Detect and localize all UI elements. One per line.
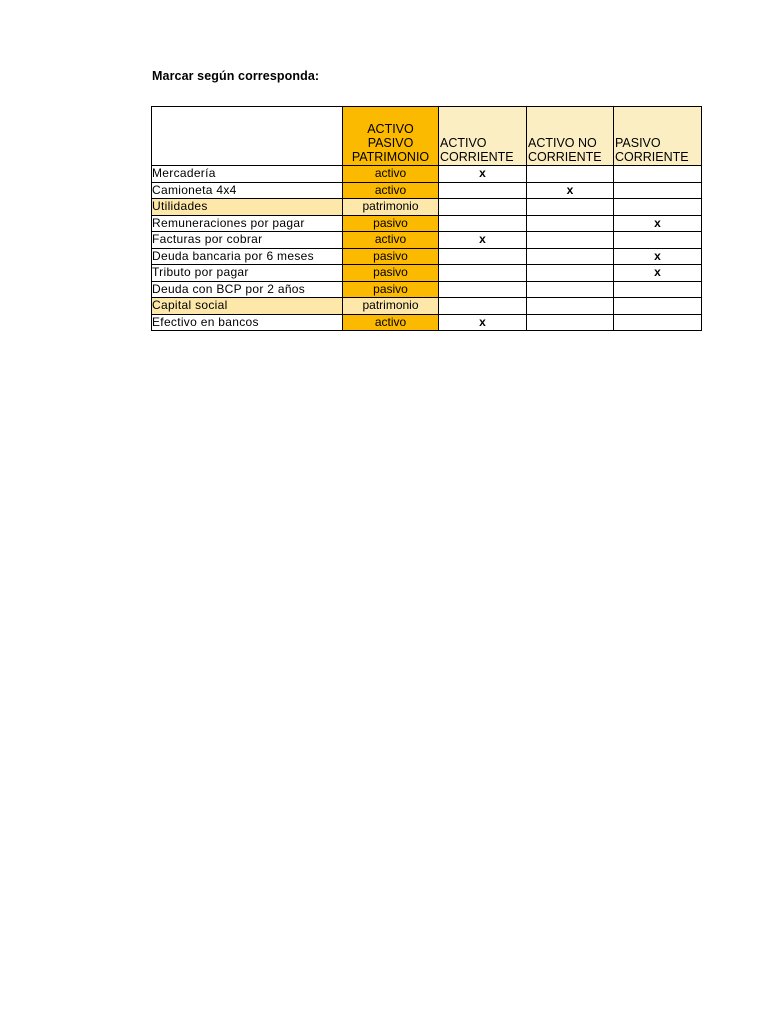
mark-pasivo-corriente [614, 199, 702, 216]
header-cell-pasivo-corriente [614, 107, 702, 166]
header-line: ACTIVO [440, 136, 487, 150]
header-row [152, 107, 702, 166]
row-type: activo [343, 166, 439, 183]
mark-activo-corriente [439, 248, 527, 265]
table-row [152, 281, 702, 298]
row-type: activo [343, 232, 439, 249]
mark-activo-corriente [439, 215, 527, 232]
mark-activo-no-corriente [527, 215, 614, 232]
mark-activo-no-corriente [527, 265, 614, 282]
row-label: Efectivo en bancos [152, 314, 343, 331]
mark-activo-corriente: x [439, 314, 527, 331]
mark-activo-corriente [439, 199, 527, 216]
row-label: Camioneta 4x4 [152, 182, 343, 199]
mark-pasivo-corriente [614, 281, 702, 298]
header-type-line: PATRIMONIO [351, 150, 430, 164]
page-title: Marcar según corresponda: [152, 69, 320, 83]
row-label: Deuda con BCP por 2 años [152, 281, 343, 298]
mark-pasivo-corriente [614, 232, 702, 249]
header-cell-type [343, 107, 439, 166]
mark-activo-no-corriente [527, 232, 614, 249]
mark-pasivo-corriente [614, 182, 702, 199]
row-type: pasivo [343, 281, 439, 298]
row-type: pasivo [343, 265, 439, 282]
mark-activo-corriente [439, 182, 527, 199]
row-label: Facturas por cobrar [152, 232, 343, 249]
mark-activo-no-corriente [527, 199, 614, 216]
row-label: Remuneraciones por pagar [152, 215, 343, 232]
mark-activo-no-corriente: x [527, 182, 614, 199]
table-row [152, 248, 702, 265]
classification-table [151, 106, 702, 331]
row-label: Capital social [152, 298, 343, 315]
mark-activo-no-corriente [527, 248, 614, 265]
mark-activo-no-corriente [527, 314, 614, 331]
row-label: Mercadería [152, 166, 343, 183]
row-type: patrimonio [343, 199, 439, 216]
mark-pasivo-corriente: x [614, 215, 702, 232]
mark-pasivo-corriente [614, 314, 702, 331]
mark-activo-corriente: x [439, 232, 527, 249]
row-label: Deuda bancaria por 6 meses [152, 248, 343, 265]
table-row [152, 232, 702, 249]
header-line: CORRIENTE [528, 150, 602, 164]
row-label: Tributo por pagar [152, 265, 343, 282]
mark-activo-corriente [439, 281, 527, 298]
header-line: CORRIENTE [615, 150, 689, 164]
table-row [152, 265, 702, 282]
header-cell-activo-no-corriente [527, 107, 614, 166]
header-line: ACTIVO NO [528, 136, 597, 150]
table-row [152, 314, 702, 331]
mark-pasivo-corriente [614, 166, 702, 183]
row-type: activo [343, 314, 439, 331]
header-line: PASIVO [615, 136, 661, 150]
table-row [152, 215, 702, 232]
mark-pasivo-corriente: x [614, 265, 702, 282]
mark-pasivo-corriente: x [614, 248, 702, 265]
row-type: pasivo [343, 215, 439, 232]
row-type: activo [343, 182, 439, 199]
table-row [152, 298, 702, 315]
mark-activo-no-corriente [527, 166, 614, 183]
mark-activo-no-corriente [527, 298, 614, 315]
mark-pasivo-corriente [614, 298, 702, 315]
header-type-line: PASIVO [367, 136, 414, 150]
row-label: Utilidades [152, 199, 343, 216]
table-row [152, 182, 702, 199]
table-row [152, 199, 702, 216]
header-cell-blank [152, 107, 343, 166]
header-type-line: ACTIVO [367, 122, 414, 136]
table-row [152, 166, 702, 183]
mark-activo-corriente [439, 298, 527, 315]
mark-activo-corriente: x [439, 166, 527, 183]
row-type: patrimonio [343, 298, 439, 315]
header-line: CORRIENTE [440, 150, 514, 164]
row-type: pasivo [343, 248, 439, 265]
mark-activo-no-corriente [527, 281, 614, 298]
header-cell-activo-corriente [439, 107, 527, 166]
mark-activo-corriente [439, 265, 527, 282]
